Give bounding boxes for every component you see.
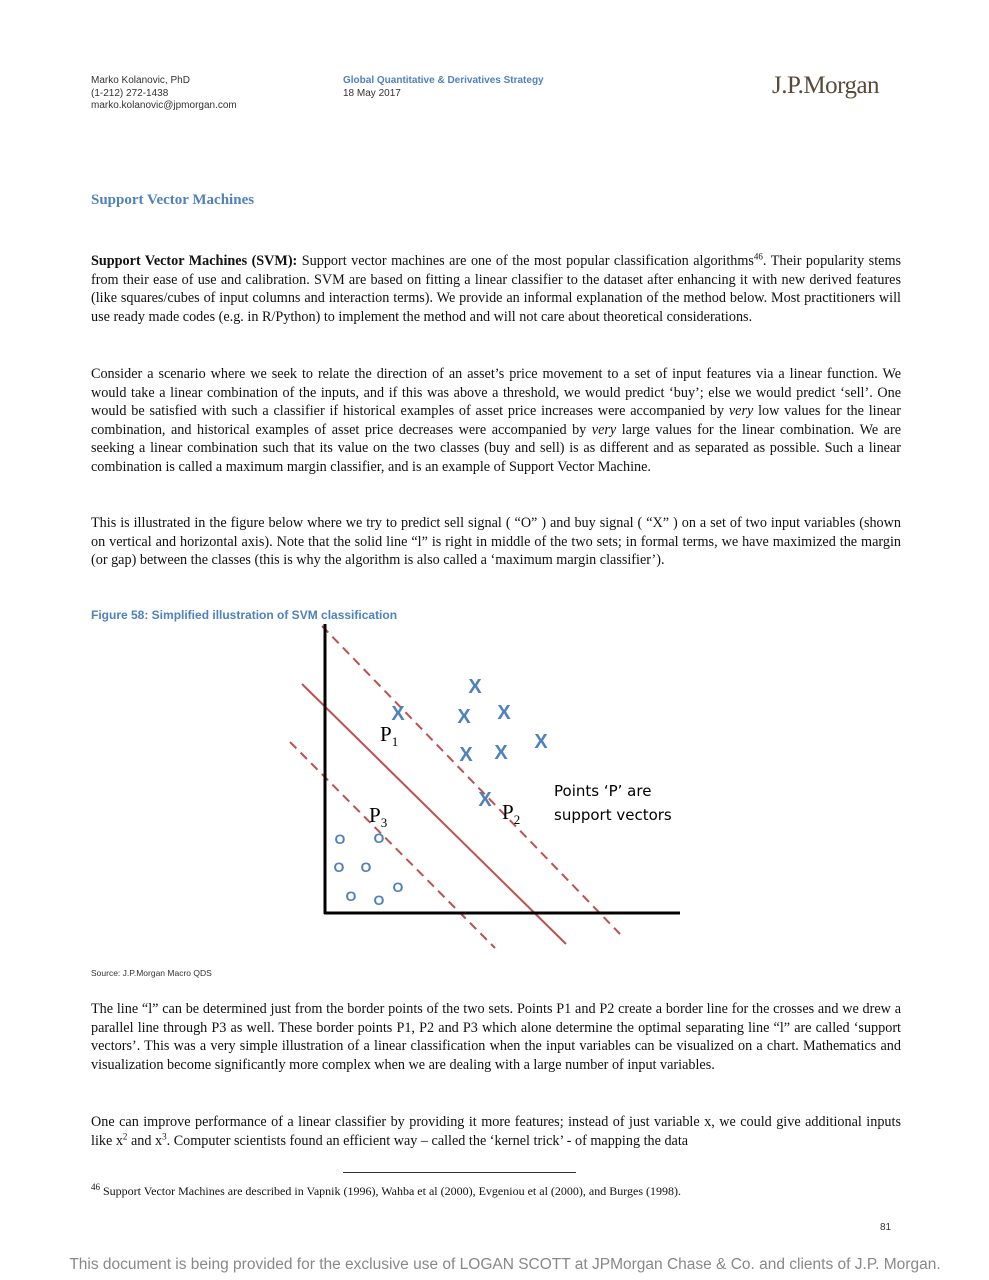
- para1-text-a: Support vector machines are one of the most popular classification algorithms: [297, 253, 754, 269]
- o-marker: O: [345, 888, 357, 904]
- o-marker: O: [334, 831, 346, 847]
- para2-emphasis-2: very: [591, 421, 617, 438]
- para2-emphasis-1: very: [728, 403, 754, 419]
- author-phone: (1-212) 272-1438: [91, 87, 169, 99]
- series-block: [343, 75, 544, 100]
- o-marker: O: [333, 859, 345, 875]
- x-marker: X: [494, 742, 508, 764]
- paragraph-svm-intro: [91, 252, 901, 326]
- x-marker: X: [457, 706, 471, 728]
- footnote-divider: [343, 1172, 576, 1173]
- x-marker-p2: X: [478, 789, 492, 811]
- margin-line-upper: [322, 626, 620, 934]
- author-name: Marko Kolanovic, PhD: [91, 75, 190, 86]
- para1-text-b: . Their popularity stems from their ease of use and calibration. SVM are based on fitting a linear classifier to the dataset after enhancing it with new derived features (like squares/cubes of input columns and interaction terms). We provide an informal explanation of the method below. Most practitioners will use ready made codes (e.g. in R/Python) to implement the method and will not care about theoretical considerations.: [91, 253, 901, 325]
- x-marker: X: [534, 731, 548, 753]
- para2-text-2: low values for the linear combination, and historical examples of asset price decreases were accompanied by: [91, 403, 901, 438]
- usage-disclaimer: This document is being provided for the exclusive use of LOGAN SCOTT at JPMorgan Chase & Co. and clients of J.P. Morgan.: [69, 1256, 941, 1273]
- o-marker: O: [373, 892, 385, 908]
- paragraph-scenario: [91, 365, 901, 476]
- paragraph-support-vectors: The line “l” can be determined just from the border points of the two sets. Points P1 and P2 create a border line for the crosses and we drew a parallel line through P3 as well. These border points P1, P2 and P3 which alone determine the optimal separating line “l” are called ‘support vectors’. This was a very simple illustration of a linear classification when the input variables can be visualized on a chart. Mathematics and visualization become significantly more complex when we are dealing with a large number of input variables.: [91, 1001, 901, 1073]
- footnote-ref-46[interactable]: 46: [753, 251, 763, 262]
- paragraph-illustration: This is illustrated in the figure below where we try to predict sell signal ( “O” ) and buy signal ( “X” ) on a set of two input variables (shown on vertical and horizontal axis). Note that the solid line “l” is right in middle of the two sets; in formal terms, we have maximized the margin (or gap) between the classes (this is why the algorithm is also called a ‘maximum margin classifier’).: [91, 515, 901, 568]
- series-name: Global Quantitative & Derivatives Strategy: [343, 75, 544, 86]
- x-marker: X: [459, 744, 473, 766]
- label-p2: $P_2$: [502, 800, 521, 827]
- author-email: marko.kolanovic@jpmorgan.com: [91, 100, 237, 111]
- report-date: 18 May 2017: [343, 87, 401, 99]
- footnote: [91, 1184, 681, 1199]
- author-block: [91, 75, 237, 113]
- annotation-line-1: Points ‘P’ are: [554, 782, 652, 800]
- footnote-number: 46: [91, 1182, 100, 1192]
- x-marker: X: [497, 702, 511, 724]
- label-p3: $P_3$: [369, 803, 388, 830]
- o-marker: O: [392, 879, 404, 895]
- para5-text-3: . Computer scientists found an efficient way – called the ‘kernel trick’ - of mapping the data: [166, 1132, 689, 1149]
- para2-text-3: large values for the linear combination. We are seeking a linear combination such that its value on the two classes (buy and sell) is as different and as separated as possible. Such a linear combination is called a maximum margin classifier, and is an example of Support Vector Machine.: [91, 421, 901, 475]
- section-title: Support Vector Machines: [91, 192, 255, 208]
- x-marker: X: [468, 676, 482, 698]
- page-number: 81: [880, 1222, 892, 1233]
- figure-source: Source: J.P.Morgan Macro QDS: [91, 968, 212, 978]
- superscript-3: 3: [162, 1130, 167, 1141]
- paragraph-features: [91, 1113, 901, 1150]
- footnote-text: Support Vector Machines are described in Vapnik (1996), Wahba et al (2000), Evgeniou et al (2000), and Burges (1998).: [100, 1184, 682, 1198]
- label-p1: $P_1$: [380, 722, 399, 749]
- superscript-2: 2: [122, 1130, 128, 1141]
- para5-text-2: and x: [127, 1132, 163, 1149]
- o-marker: O: [360, 859, 372, 875]
- jpmorgan-logo: J.P.Morgan: [772, 72, 880, 99]
- separating-line: [302, 684, 566, 944]
- para2-text-1: Consider a scenario where we seek to relate the direction of an asset’s price movement to a set of input features via a linear function. We would take a linear combination of the inputs, and if this was above a threshold, we would predict ‘buy’; else we would predict ‘sell’. One would be satisfied with such a classifier if historical examples of asset price increases were accompanied by: [91, 366, 901, 419]
- figure-caption: Figure 58: Simplified illustration of SVM classification: [91, 608, 398, 622]
- para5-text-1: One can improve performance of a linear classifier by providing it more features; instead of just variable x, we could give additional inputs like x: [91, 1114, 901, 1149]
- svm-lead: Support Vector Machines (SVM):: [91, 253, 298, 269]
- x-marker-p1: X: [391, 703, 405, 725]
- o-marker-p3: O: [373, 830, 385, 846]
- svm-figure: [280, 622, 690, 962]
- annotation-line-2: support vectors: [554, 806, 672, 824]
